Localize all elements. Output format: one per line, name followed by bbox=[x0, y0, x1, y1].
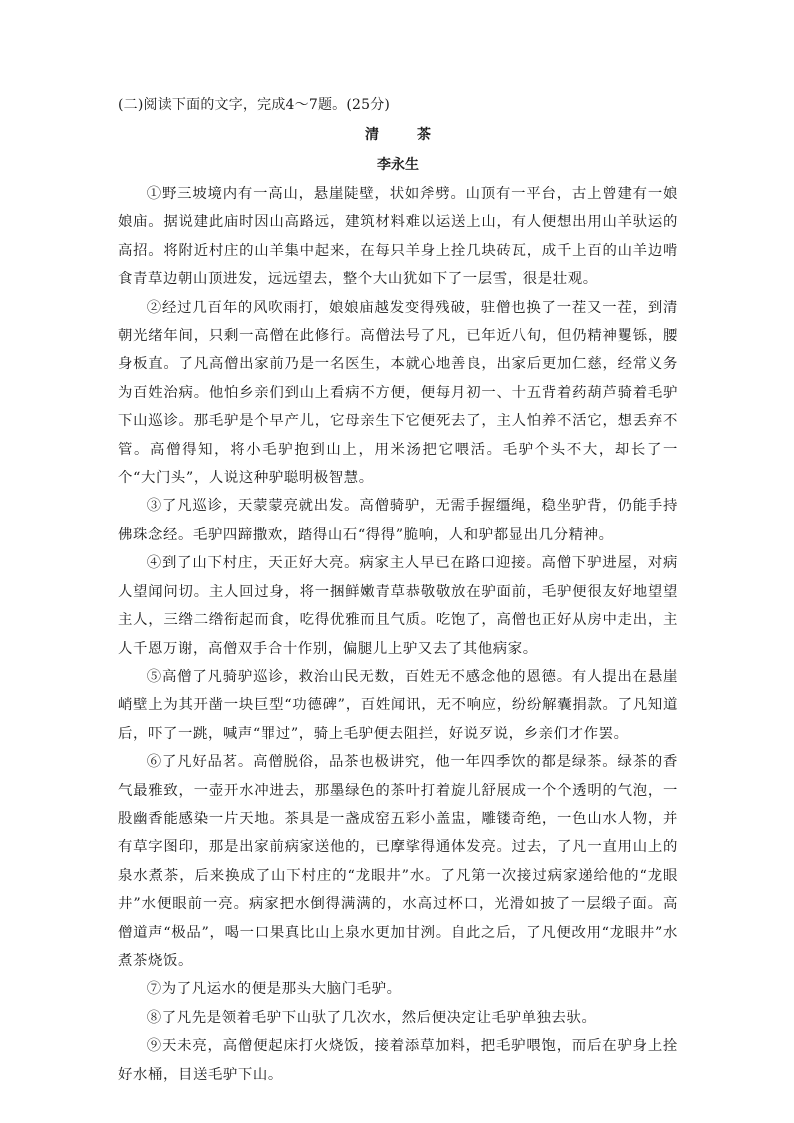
article-author: 李永生 bbox=[377, 157, 419, 173]
paragraph: ③了凡巡诊，天蒙蒙亮就出发。高僧骑驴，无需手握缰绳，稳坐驴背，仍能手持佛珠念经。毛驴四蹄撒欢，踏得山石“得得”脆响，人和驴都显出几分精神。 bbox=[118, 498, 678, 543]
article-title: 清 茶 bbox=[365, 127, 443, 143]
paragraph: ⑥了凡好品茗。高僧脱俗，品茶也极讲究，他一年四季饮的都是绿茶。绿茶的香气最雅致，一壶开水冲进去，那墨绿色的茶叶打着旋儿舒展成一个个透明的气泡，一股幽香能感染一片天地。茶具是一盏成窑五彩小盖盅，雕镂奇绝，一色山水人物，并有草字图印，那是出家前病家送他的，已摩挲得通体发亮。过去，了凡一直用山上的泉水煮茶，后来换成了山下村庄的“龙眼井”水。了凡第一次接过病家递给他的“龙眼井”水便眼前一亮。病家把水倒得满满的，水高过杯口，光滑如披了一层缎子面。高僧道声“极品”，喝一口果真比山上泉水更加甘洌。自此之后，了凡便改用“龙眼井”水煮茶烧饭。 bbox=[118, 754, 678, 969]
paragraph: ⑤高僧了凡骑驴巡诊，救治山民无数，百姓无不感念他的恩德。有人提出在悬崖峭壁上为其开凿一块巨型“功德碑”，百姓闻讯，无不响应，纷纷解囊捐款。了凡知道后，吓了一跳，喊声“罪过”，骑上毛驴便去阻拦，好说歹说，乡亲们才作罢。 bbox=[118, 668, 678, 742]
question-instruction: (二)阅读下面的文字，完成4～7题。(25分) bbox=[118, 97, 391, 113]
paragraph: ⑧了凡先是领着毛驴下山驮了几次水，然后便决定让毛驴单独去驮。 bbox=[146, 1009, 597, 1026]
article-body bbox=[118, 180, 678, 1089]
paragraph: ②经过几百年的风吹雨打，娘娘庙越发变得残破，驻僧也换了一茬又一茬，到清朝光绪年间，只剩一高僧在此修行。高僧法号了凡，已年近八旬，但仍精神矍铄，腰身板直。了凡高僧出家前乃是一名医生，本就心地善良，出家后更加仁慈，经常义务为百姓治病。他怕乡亲们到山上看病不方便，便每月初一、十五背着药葫芦骑着毛驴下山巡诊。那毛驴是个早产儿，它母亲生下它便死去了，主人怕养不活它，想丢弃不管。高僧得知，将小毛驴抱到山上，用米汤把它喂活。毛驴个头不大，却长了一个“大门头”，人说这种驴聪明极智慧。 bbox=[118, 299, 678, 487]
document-page bbox=[118, 90, 678, 1089]
paragraph: ⑨天未亮，高僧便起床打火烧饭，接着添草加料，把毛驴喂饱，而后在驴身上拴好水桶，目送毛驴下山。 bbox=[118, 1038, 678, 1083]
paragraph: ⑦为了凡运水的便是那头大脑门毛驴。 bbox=[146, 981, 402, 998]
paragraph: ①野三坡境内有一高山，悬崖陡壁，状如斧劈。山顶有一平台，古上曾建有一娘娘庙。据说建此庙时因山高路远，建筑材料难以运送上山，有人便想出用山羊驮运的高招。将附近村庄的山羊集中起来，在每只羊身上拴几块砖瓦，成千上百的山羊边啃食青草边朝山顶进发，远远望去，整个大山犹如下了一层雪，很是壮观。 bbox=[118, 186, 678, 288]
paragraph: ④到了山下村庄，天正好大亮。病家主人早已在路口迎接。高僧下驴进屋，对病人望闻问切。主人回过身，将一捆鲜嫩青草恭敬敬放在驴面前，毛驴便很友好地望望主人，三绺二绺衔起而食，吃得优雅而且气质。吃饱了，高僧也正好从房中走出，主人千恩万谢，高僧双手合十作别，偏腿儿上驴又去了其他病家。 bbox=[118, 555, 678, 657]
